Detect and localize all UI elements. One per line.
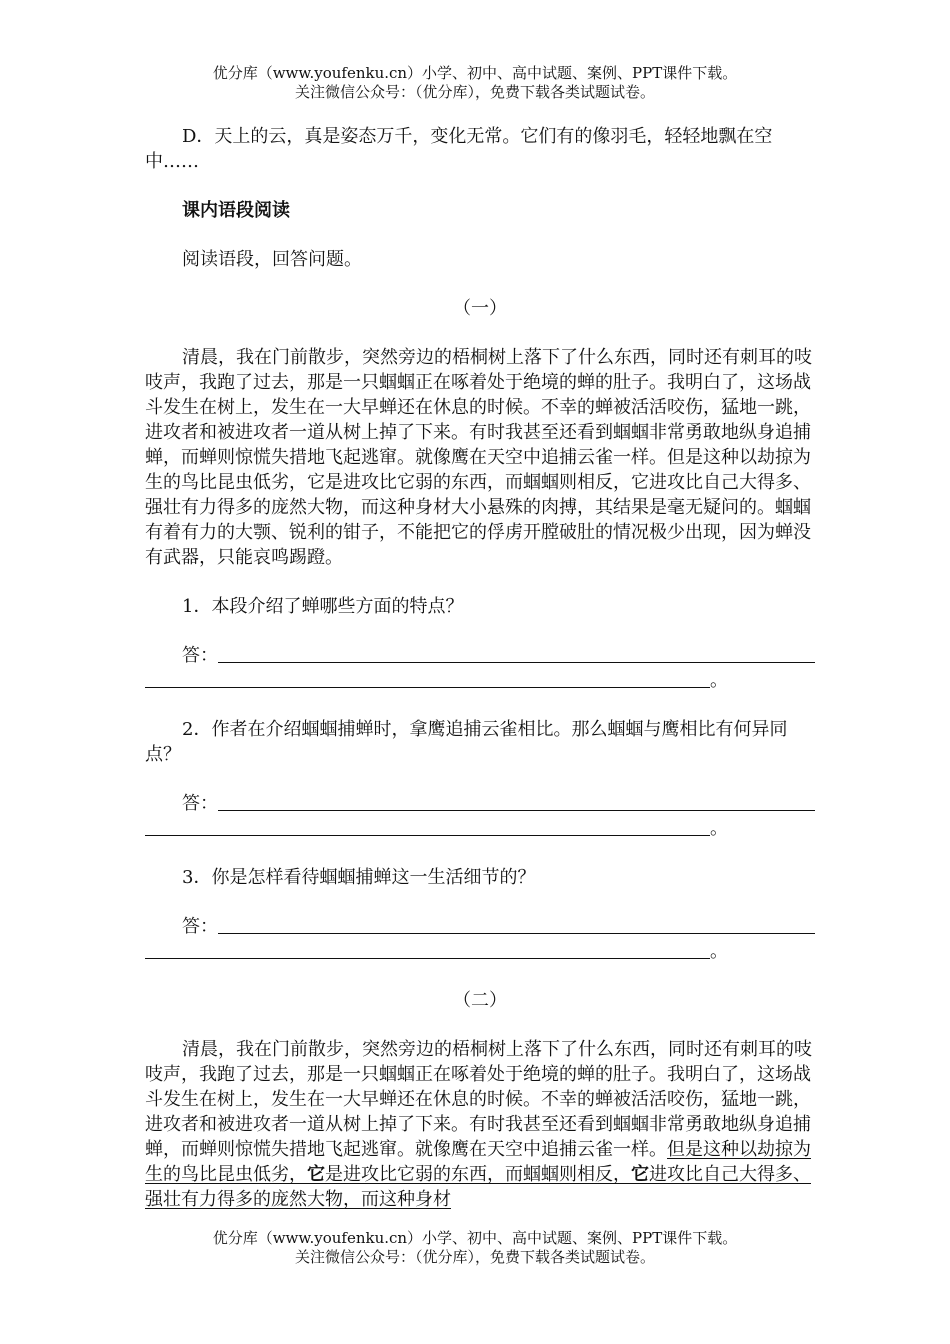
document-body	[145, 120, 815, 1212]
underlined-sentence-b: 是进攻比它弱的东西，而蝈蝈则相反，	[325, 1164, 631, 1185]
page-header	[0, 64, 950, 102]
page-footer	[0, 1229, 950, 1267]
header-line-2: 关注微信公众号：（优分库），免费下载各类试题试卷。	[294, 83, 655, 101]
answer-line-1[interactable]	[145, 643, 815, 668]
header-line-1: 优分库（www.youfenku.cn）小学、初中、高中试题、案例、PPT课件下载。	[212, 64, 738, 82]
footer-line-1: 优分库（www.youfenku.cn）小学、初中、高中试题、案例、PPT课件下载。	[212, 1229, 738, 1247]
answer-line-3-continued[interactable]	[145, 939, 815, 964]
underlined-pronoun-1: 它	[307, 1164, 325, 1185]
underlined-pronoun-2: 它	[631, 1164, 649, 1185]
underlined-sentence-c: 进攻比自己大得多、强壮有力得多的庞然大物，而这种身材	[145, 1164, 811, 1210]
answer-end: 。	[710, 670, 728, 691]
option-d: D．天上的云，真是姿态万千，变化无常。它们有的像羽毛，轻轻地飘在空中……	[145, 126, 773, 172]
underlined-sentence-a: 但是这种以劫掠为生的鸟比昆虫低劣，	[145, 1139, 811, 1185]
answer-end: 。	[710, 941, 728, 962]
question-2: 2．作者在介绍蝈蝈捕蝉时，拿鹰追捕云雀相比。那么蝈蝈与鹰相比有何异同点？	[145, 719, 788, 765]
part-1-label: （一）	[453, 298, 507, 319]
answer-label: 答：	[182, 645, 218, 666]
answer-line-2[interactable]	[145, 791, 815, 816]
answer-line-3[interactable]	[145, 914, 815, 939]
part-2-label: （二）	[453, 990, 507, 1011]
answer-line-2-continued[interactable]	[145, 816, 815, 841]
question-3: 3．你是怎样看待蝈蝈捕蝉这一生活细节的？	[182, 867, 536, 888]
part-2-passage	[145, 1037, 815, 1212]
section-title: 课内语段阅读	[182, 200, 290, 221]
instruction: 阅读语段，回答问题。	[182, 249, 362, 270]
part-1-passage: 清晨，我在门前散步，突然旁边的梧桐树上落下了什么东西，同时还有刺耳的吱吱声，我跑了过去，那是一只蝈蝈正在啄着处于绝境的蝉的肚子。我明白了，这场战斗发生在树上，发生在一大早蝉还在休息的时候。不幸的蝉被活活咬伤，猛地一跳，进攻者和被进攻者一道从树上掉了下来。有时我甚至还看到蝈蝈非常勇敢地纵身追捕蝉，而蝉则惊慌失措地飞起逃窜。就像鹰在天空中追捕云雀一样。但是这种以劫掠为生的鸟比昆虫低劣，它是进攻比它弱的东西，而蝈蝈则相反，它进攻比自己大得多、强壮有力得多的庞然大物，而这种身材大小悬殊的肉搏，其结果是毫无疑问的。蝈蝈有着有力的大颚、锐利的钳子，不能把它的俘虏开膛破肚的情况极少出现，因为蝉没有武器，只能哀鸣踢蹬。	[145, 347, 812, 568]
answer-label: 答：	[182, 916, 218, 937]
footer-line-2: 关注微信公众号：（优分库），免费下载各类试题试卷。	[294, 1248, 655, 1266]
answer-end: 。	[710, 818, 728, 839]
question-1: 1．本段介绍了蝉哪些方面的特点？	[182, 596, 464, 617]
part-2-passage-text: 清晨，我在门前散步，突然旁边的梧桐树上落下了什么东西，同时还有刺耳的吱吱声，我跑了过去，那是一只蝈蝈正在啄着处于绝境的蝉的肚子。我明白了，这场战斗发生在树上，发生在一大早蝉还在休息的时候。不幸的蝉被活活咬伤，猛地一跳，进攻者和被进攻者一道从树上掉了下来。有时我甚至还看到蝈蝈非常勇敢地纵身追捕蝉，而蝉则惊慌失措地飞起逃窜。就像鹰在天空中追捕云雀一样。	[145, 1039, 812, 1160]
answer-label: 答：	[182, 793, 218, 814]
answer-line-1-continued[interactable]	[145, 668, 815, 693]
